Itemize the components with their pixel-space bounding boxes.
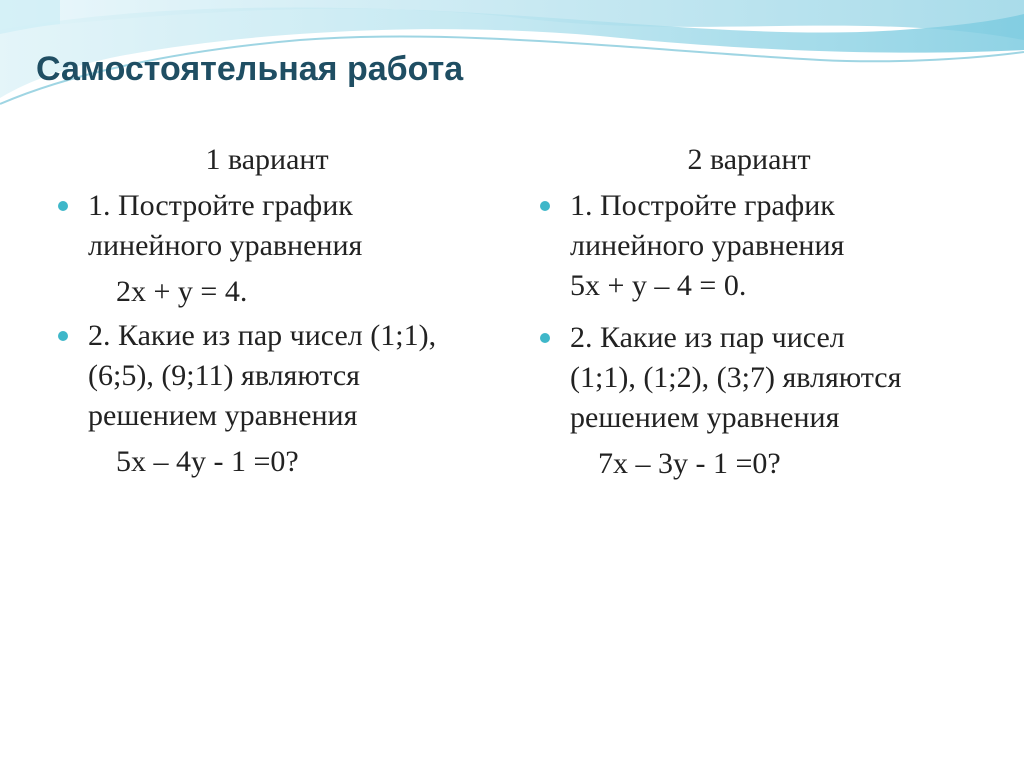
task-line: 2. Какие из пар чисел (1;1), [88,319,437,352]
task-line: линейного уравнения [570,229,845,262]
variant-2-heading: 2 вариант [687,143,811,176]
variant-2-task-2 [534,318,964,484]
bullet-icon [58,201,68,211]
variant-1-heading: 1 вариант [205,143,329,176]
task-line: 1. Постройте график [88,189,353,222]
task-line: линейного уравнения [88,229,363,262]
bullet-icon [58,331,68,341]
task-equation: 2х + у = 4. [116,275,248,308]
variant-1-task-1 [52,186,482,312]
task-line: решением уравнения [88,399,358,432]
variant-2-column [534,140,964,488]
task-equation: 7х – 3у - 1 =0? [598,447,781,480]
variant-2-task-1 [534,186,964,306]
task-equation: 5х – 4у - 1 =0? [116,445,299,478]
task-line: (6;5), (9;11) являются [88,359,360,392]
variant-1-task-2 [52,316,482,482]
bullet-icon [540,333,550,343]
task-line: (1;1), (1;2), (3;7) являются [570,361,902,394]
task-line: 2. Какие из пар чисел [570,321,845,354]
bullet-icon [540,201,550,211]
task-equation: 5х + у – 4 = 0. [570,269,747,302]
slide-title: Самостоятельная работа [36,50,464,88]
variant-1-column [52,140,482,486]
task-line: 1. Постройте график [570,189,835,222]
task-line: решением уравнения [570,401,840,434]
